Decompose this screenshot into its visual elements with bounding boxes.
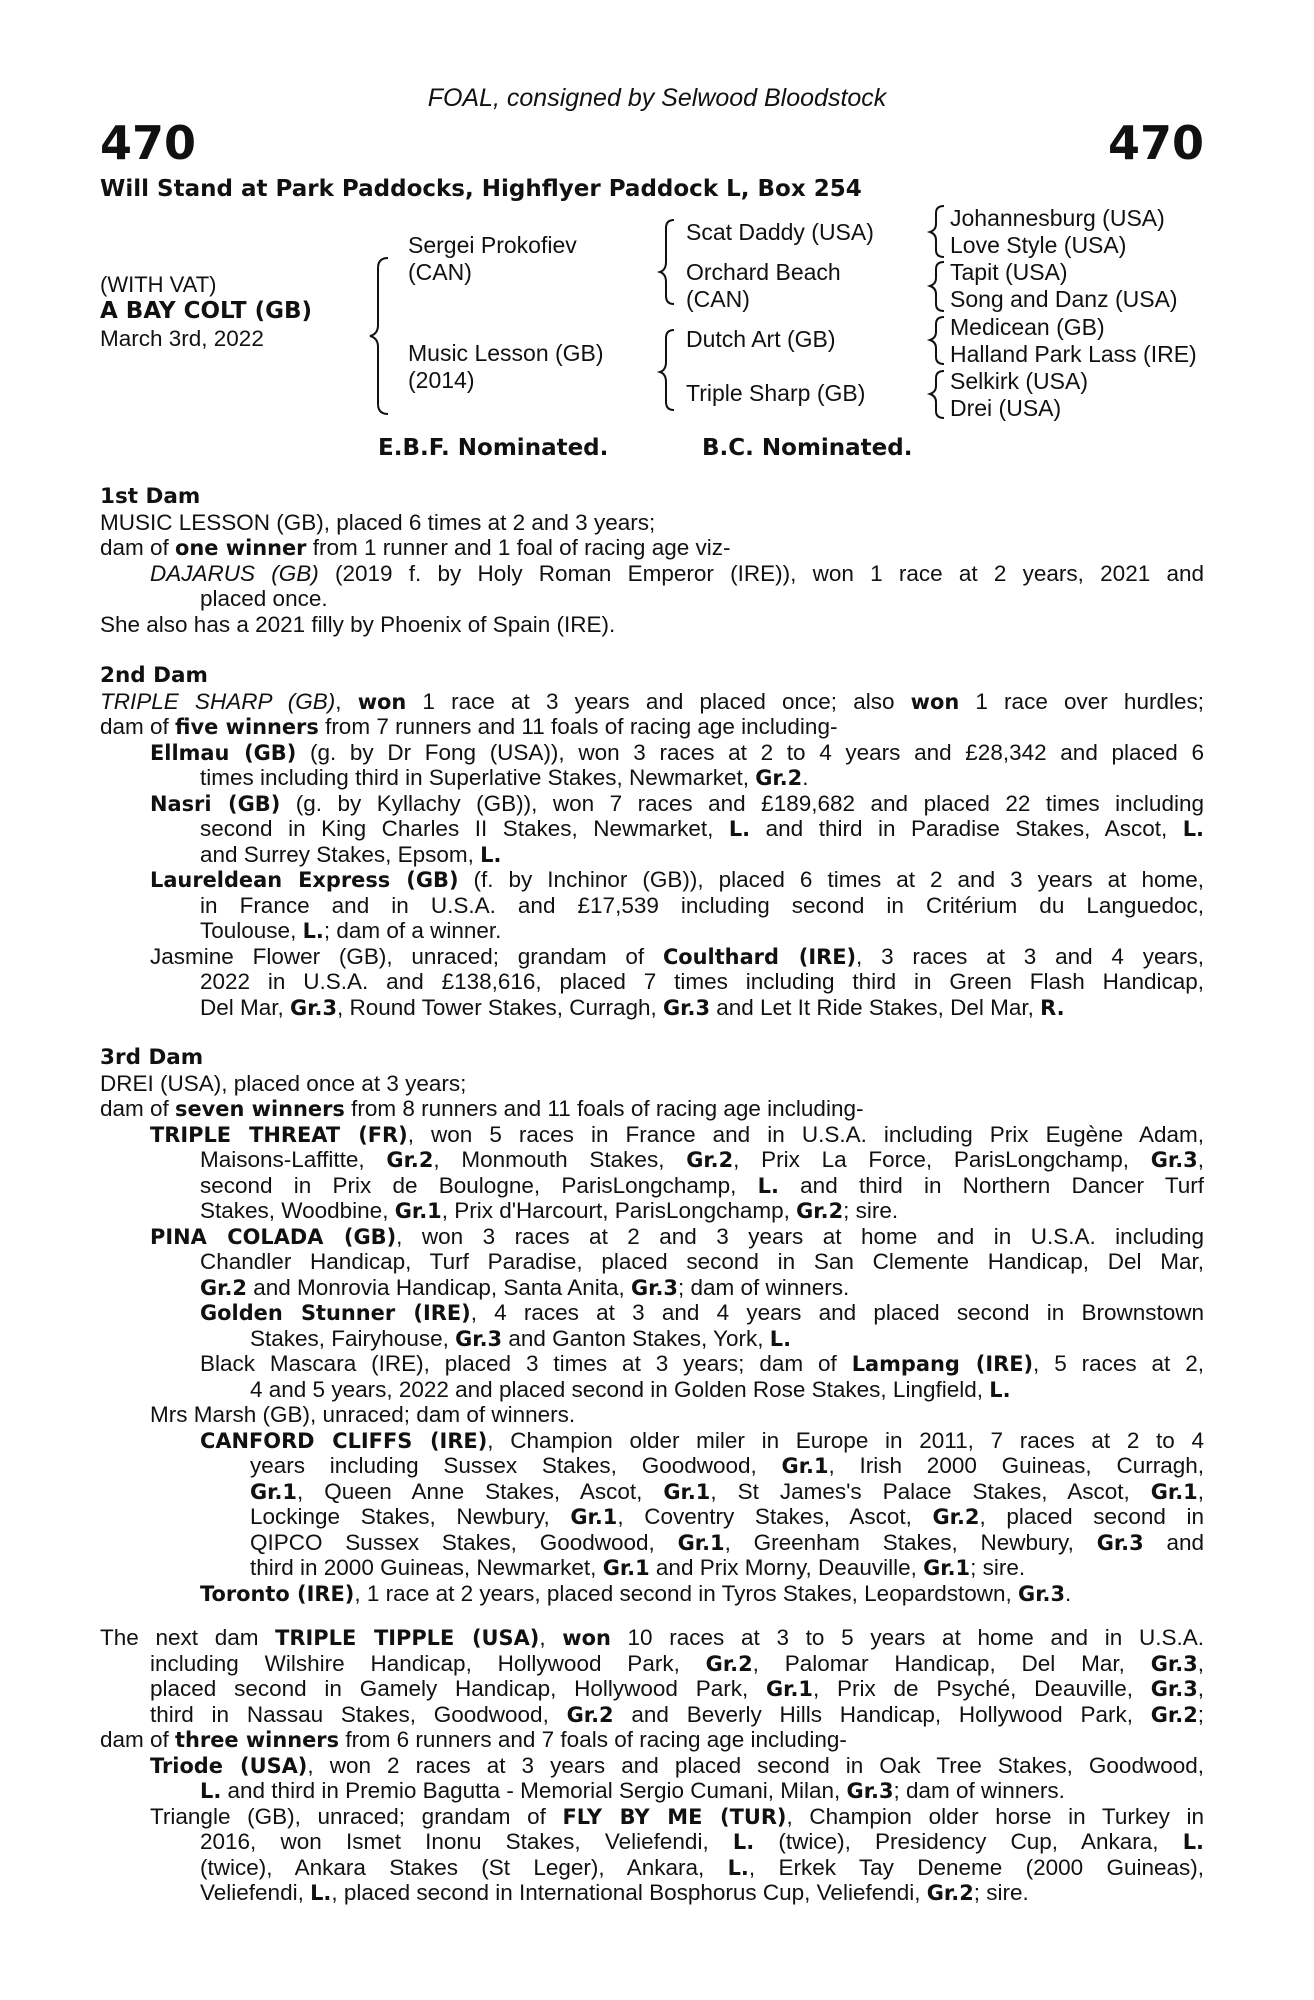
pedigree-line: years including Sussex Stakes, Goodwood, Gr.1, Irish 2000 Guineas, Curragh, bbox=[250, 1453, 1204, 1478]
ebf-nomination: E.B.F. Nominated. bbox=[378, 435, 609, 461]
pedigree-line: MUSIC LESSON (GB), placed 6 times at 2 and 3 years; bbox=[100, 509, 656, 535]
pedigree-g3-7: Selkirk (USA) bbox=[950, 368, 1089, 394]
third-dam-section bbox=[100, 1045, 1204, 1606]
pedigree-g3-1: Johannesburg (USA) bbox=[950, 205, 1165, 231]
pedigree-line: Toulouse, L.; dam of a winner. bbox=[200, 918, 502, 943]
pedigree-line: Black Mascara (IRE), placed 3 times at 3 years; dam of Lampang (IRE), 5 races at 2, bbox=[200, 1351, 1204, 1376]
pedigree-line: She also has a 2021 filly by Phoenix of Spain (IRE). bbox=[100, 611, 616, 637]
pedigree-line: DREI (USA), placed once at 3 years; bbox=[100, 1070, 467, 1096]
pedigree-line: dam of one winner from 1 runner and 1 foal of racing age viz- bbox=[100, 535, 731, 560]
pedigree-line: dam of seven winners from 8 runners and 11 foals of racing age including- bbox=[100, 1096, 864, 1121]
horse-name: A BAY COLT (GB) bbox=[100, 298, 313, 324]
pedigree-line: 2016, won Ismet Inonu Stakes, Veliefendi, L. (twice), Presidency Cup, Ankara, L. bbox=[200, 1829, 1204, 1854]
pedigree-line: Triode (USA), won 2 races at 3 years and placed second in Oak Tree Stakes, Goodwood, bbox=[150, 1752, 1204, 1778]
pedigree-line: DAJARUS (GB) (2019 f. by Holy Roman Emperor (IRE)), won 1 race at 2 years, 2021 and bbox=[150, 560, 1204, 586]
consignor-line: FOAL, consigned by Selwood Bloodstock bbox=[427, 84, 887, 112]
section-heading: 2nd Dam bbox=[100, 663, 208, 688]
stand-location: Will Stand at Park Paddocks, Highflyer Paddock L, Box 254 bbox=[100, 176, 862, 202]
pedigree-g3-6: Halland Park Lass (IRE) bbox=[950, 341, 1197, 367]
lot-number-left: 470 bbox=[100, 116, 197, 170]
pedigree-line: Jasmine Flower (GB), unraced; grandam of Coulthard (IRE), 3 races at 3 and 4 years, bbox=[150, 943, 1204, 969]
pedigree-dam-dam: Triple Sharp (GB) bbox=[686, 380, 866, 406]
bc-nomination: B.C. Nominated. bbox=[702, 435, 913, 461]
pedigree-line: Stakes, Woodbine, Gr.1, Prix d'Harcourt, ParisLongchamp, Gr.2; sire. bbox=[200, 1198, 899, 1223]
pedigree-line: second in King Charles II Stakes, Newmarket, L. and third in Paradise Stakes, Ascot, L. bbox=[200, 816, 1204, 841]
pedigree-line: Chandler Handicap, Turf Paradise, placed second in San Clemente Handicap, Del Mar, bbox=[200, 1249, 1204, 1274]
second-dam-section bbox=[100, 663, 1204, 1020]
pedigree-dam-sire: Dutch Art (GB) bbox=[686, 326, 836, 352]
pedigree-line: PINA COLADA (GB), won 3 races at 2 and 3 years at home and in U.S.A. including bbox=[150, 1223, 1204, 1249]
pedigree-line: Stakes, Fairyhouse, Gr.3 and Ganton Stakes, York, L. bbox=[250, 1325, 792, 1351]
pedigree-line: dam of five winners from 7 runners and 11 foals of racing age including- bbox=[100, 714, 838, 739]
pedigree-line: The next dam TRIPLE TIPPLE (USA), won 10 races at 3 to 5 years at home and in U.S.A. bbox=[100, 1625, 1204, 1650]
pedigree-g3-3: Tapit (USA) bbox=[950, 259, 1068, 285]
pedigree-line: Mrs Marsh (GB), unraced; dam of winners. bbox=[150, 1402, 576, 1427]
pedigree-g3-5: Medicean (GB) bbox=[950, 314, 1105, 340]
pedigree-line: in France and in U.S.A. and £17,539 including second in Critérium du Languedoc, bbox=[200, 892, 1204, 918]
pedigree-line: CANFORD CLIFFS (IRE), Champion older miler in Europe in 2011, 7 races at 2 to 4 bbox=[200, 1427, 1205, 1453]
lot-number-right: 470 bbox=[1107, 116, 1204, 170]
pedigree-line: and Surrey Stakes, Epsom, L. bbox=[200, 841, 502, 867]
horse-dob: March 3rd, 2022 bbox=[100, 326, 264, 351]
pedigree-line: 2022 in U.S.A. and £138,616, placed 7 times including third in Green Flash Handicap, bbox=[200, 969, 1204, 994]
pedigree-g3-4: Song and Danz (USA) bbox=[950, 286, 1178, 312]
pedigree-line: Gr.2 and Monrovia Handicap, Santa Anita, Gr.3; dam of winners. bbox=[200, 1274, 850, 1300]
pedigree-line: L. and third in Premio Bagutta - Memorial Sergio Cumani, Milan, Gr.3; dam of winners. bbox=[200, 1778, 1065, 1803]
pedigree-line: Toronto (IRE), 1 race at 2 years, placed second in Tyros Stakes, Leopardstown, Gr.3. bbox=[200, 1580, 1072, 1606]
pedigree-g3-8: Drei (USA) bbox=[950, 395, 1062, 421]
pedigree-line: Veliefendi, L., placed second in International Bosphorus Cup, Veliefendi, Gr.2; sire. bbox=[200, 1880, 1029, 1905]
pedigree-line: third in Nassau Stakes, Goodwood, Gr.2 and Beverly Hills Handicap, Hollywood Park, Gr.2; bbox=[150, 1701, 1205, 1727]
pedigree-dam: Music Lesson (GB) (2014) bbox=[408, 340, 604, 393]
pedigree-sire: Sergei Prokofiev (CAN) bbox=[408, 232, 577, 285]
first-dam-section bbox=[100, 484, 1204, 637]
next-dam-section bbox=[100, 1625, 1204, 1906]
vat-note: (WITH VAT) bbox=[100, 272, 217, 297]
pedigree-line: Ellmau (GB) (g. by Dr Fong (USA)), won 3 races at 2 to 4 years and £28,342 and placed 6 bbox=[150, 739, 1204, 765]
pedigree-line: placed second in Gamely Handicap, Hollywood Park, Gr.1, Prix de Psyché, Deauville, Gr.3, bbox=[150, 1676, 1205, 1701]
pedigree-line: second in Prix de Boulogne, ParisLongchamp, L. and third in Northern Dancer Turf bbox=[200, 1172, 1204, 1198]
pedigree-line: Gr.1, Queen Anne Stakes, Ascot, Gr.1, St James's Palace Stakes, Ascot, Gr.1, bbox=[250, 1478, 1204, 1504]
pedigree-line: placed once. bbox=[200, 586, 328, 611]
section-heading: 1st Dam bbox=[100, 484, 201, 509]
pedigree-line: dam of three winners from 6 runners and 7 foals of racing age including- bbox=[100, 1727, 847, 1752]
pedigree-line: Lockinge Stakes, Newbury, Gr.1, Coventry Stakes, Ascot, Gr.2, placed second in bbox=[250, 1504, 1205, 1529]
pedigree-g3-2: Love Style (USA) bbox=[950, 232, 1127, 258]
pedigree-line: Del Mar, Gr.3, Round Tower Stakes, Curragh, Gr.3 and Let It Ride Stakes, Del Mar, R. bbox=[200, 994, 1065, 1020]
pedigree-line: Nasri (GB) (g. by Kyllachy (GB)), won 7 races and £189,682 and placed 22 times including bbox=[150, 790, 1204, 816]
pedigree-line: including Wilshire Handicap, Hollywood Park, Gr.2, Palomar Handicap, Del Mar, Gr.3, bbox=[150, 1650, 1204, 1676]
pedigree-line: TRIPLE THREAT (FR), won 5 races in France and in U.S.A. including Prix Eugène Adam, bbox=[150, 1121, 1205, 1147]
pedigree-line: TRIPLE SHARP (GB), won 1 race at 3 years and placed once; also won 1 race over hurdles; bbox=[100, 688, 1204, 714]
pedigree-line: times including third in Superlative Stakes, Newmarket, Gr.2. bbox=[200, 765, 809, 790]
section-heading: 3rd Dam bbox=[100, 1045, 204, 1070]
pedigree-line: 4 and 5 years, 2022 and placed second in Golden Rose Stakes, Lingfield, L. bbox=[250, 1376, 1011, 1402]
pedigree-line: Maisons-Laffitte, Gr.2, Monmouth Stakes, Gr.2, Prix La Force, ParisLongchamp, Gr.3, bbox=[200, 1147, 1204, 1172]
pedigree-line: Triangle (GB), unraced; grandam of FLY BY ME (TUR), Champion older horse in Turkey in bbox=[150, 1803, 1204, 1829]
pedigree-line: third in 2000 Guineas, Newmarket, Gr.1 and Prix Morny, Deauville, Gr.1; sire. bbox=[250, 1555, 1026, 1580]
pedigree-sire-sire: Scat Daddy (USA) bbox=[686, 219, 874, 245]
pedigree-line: (twice), Ankara Stakes (St Leger), Ankara, L., Erkek Tay Deneme (2000 Guineas), bbox=[200, 1854, 1204, 1880]
pedigree-line: QIPCO Sussex Stakes, Goodwood, Gr.1, Greenham Stakes, Newbury, Gr.3 and bbox=[250, 1529, 1205, 1555]
pedigree-line: Golden Stunner (IRE), 4 races at 3 and 4 years and placed second in Brownstown bbox=[200, 1300, 1204, 1325]
pedigree-line: Laureldean Express (GB) (f. by Inchinor (GB)), placed 6 times at 2 and 3 years at home, bbox=[150, 867, 1204, 892]
pedigree-sire-dam: Orchard Beach (CAN) bbox=[686, 259, 841, 312]
